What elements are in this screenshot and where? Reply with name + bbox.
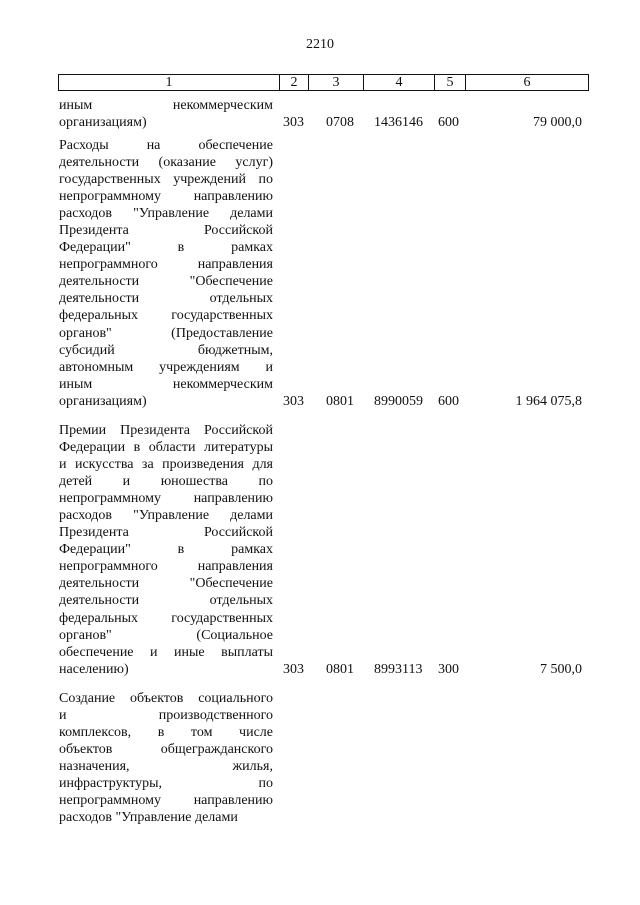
description-line: непрограммному направлению: [59, 491, 273, 507]
description-line: федеральных государственных: [59, 308, 273, 324]
description-line: федеральных государственных: [59, 610, 273, 626]
description-line: непрограммного направления: [59, 257, 273, 273]
description-line: детей и юношества по: [59, 474, 273, 490]
header-col-1: 1: [58, 74, 280, 91]
description-line: расходов "Управление делами: [59, 508, 273, 524]
description-line: деятельности "Обеспечение: [59, 274, 273, 290]
header-col-6: 6: [465, 74, 589, 91]
header-col-5: 5: [434, 74, 466, 91]
description-line: и искусства за произведения для: [59, 457, 273, 473]
description-line: непрограммного направления: [59, 559, 273, 575]
description-line: обеспечение и иные выплаты: [59, 644, 273, 660]
description-line: комплексов, в том числе: [59, 725, 273, 741]
page-number: 2210: [306, 37, 334, 52]
header-col-4: 4: [363, 74, 435, 91]
description-line: объектов общегражданского: [59, 742, 273, 758]
row-col3: 0801: [326, 393, 354, 409]
description-line: населению): [59, 661, 129, 677]
row-description: [59, 690, 273, 826]
row-col4: 1436146: [374, 115, 423, 131]
description-line: иным некоммерческим: [59, 376, 273, 392]
description-line: органов" (Социальное: [59, 627, 273, 643]
description-line: государственных учреждений по: [59, 172, 273, 188]
description-line: деятельности отдельных: [59, 291, 273, 307]
description-line: организациям): [59, 393, 147, 409]
row-col6: 79 000,0: [533, 115, 582, 131]
row-col5: 300: [438, 661, 459, 677]
description-line: Президента Российской: [59, 223, 273, 239]
description-line: деятельности (оказание услуг): [59, 155, 273, 171]
description-line: расходов "Управление делами: [59, 206, 273, 222]
description-line: непрограммному направлению: [59, 189, 273, 205]
description-line: Федерации в области литературы: [59, 440, 273, 456]
description-line: и производственного: [59, 708, 273, 724]
description-line: органов" (Предоставление: [59, 325, 273, 341]
row-col3: 0708: [326, 115, 354, 131]
description-line: иным некоммерческим: [59, 98, 273, 113]
row-col2: 303: [283, 115, 304, 131]
header-col-2: 2: [279, 74, 309, 91]
row-col2: 303: [283, 393, 304, 409]
row-col5: 600: [438, 393, 459, 409]
description-line: Расходы на обеспечение: [59, 138, 273, 153]
description-line: деятельности отдельных: [59, 593, 273, 609]
description-line: Президента Российской: [59, 525, 273, 541]
description-line: Федерации" в рамках: [59, 542, 273, 558]
description-line: инфраструктуры, по: [59, 776, 273, 792]
row-col4: 8993113: [374, 661, 423, 677]
description-line: непрограммному направлению: [59, 793, 273, 809]
row-col5: 600: [438, 115, 459, 131]
row-col6: 7 500,0: [540, 661, 582, 677]
description-line: назначения, жилья,: [59, 759, 273, 775]
row-description: [59, 97, 273, 131]
row-col3: 0801: [326, 661, 354, 677]
row-col4: 8990059: [374, 393, 423, 409]
description-line: Создание объектов социального: [59, 691, 273, 706]
row-description: [59, 422, 273, 678]
description-line: расходов "Управление делами: [59, 810, 238, 826]
description-line: субсидий бюджетным,: [59, 342, 273, 358]
row-description: [59, 137, 273, 410]
description-line: организациям): [59, 115, 147, 131]
description-line: автономным учреждениям и: [59, 359, 273, 375]
description-line: Премии Президента Российской: [59, 423, 273, 438]
row-col2: 303: [283, 661, 304, 677]
header-col-3: 3: [308, 74, 364, 91]
description-line: деятельности "Обеспечение: [59, 576, 273, 592]
row-col6: 1 964 075,8: [515, 393, 582, 409]
description-line: Федерации" в рамках: [59, 240, 273, 256]
